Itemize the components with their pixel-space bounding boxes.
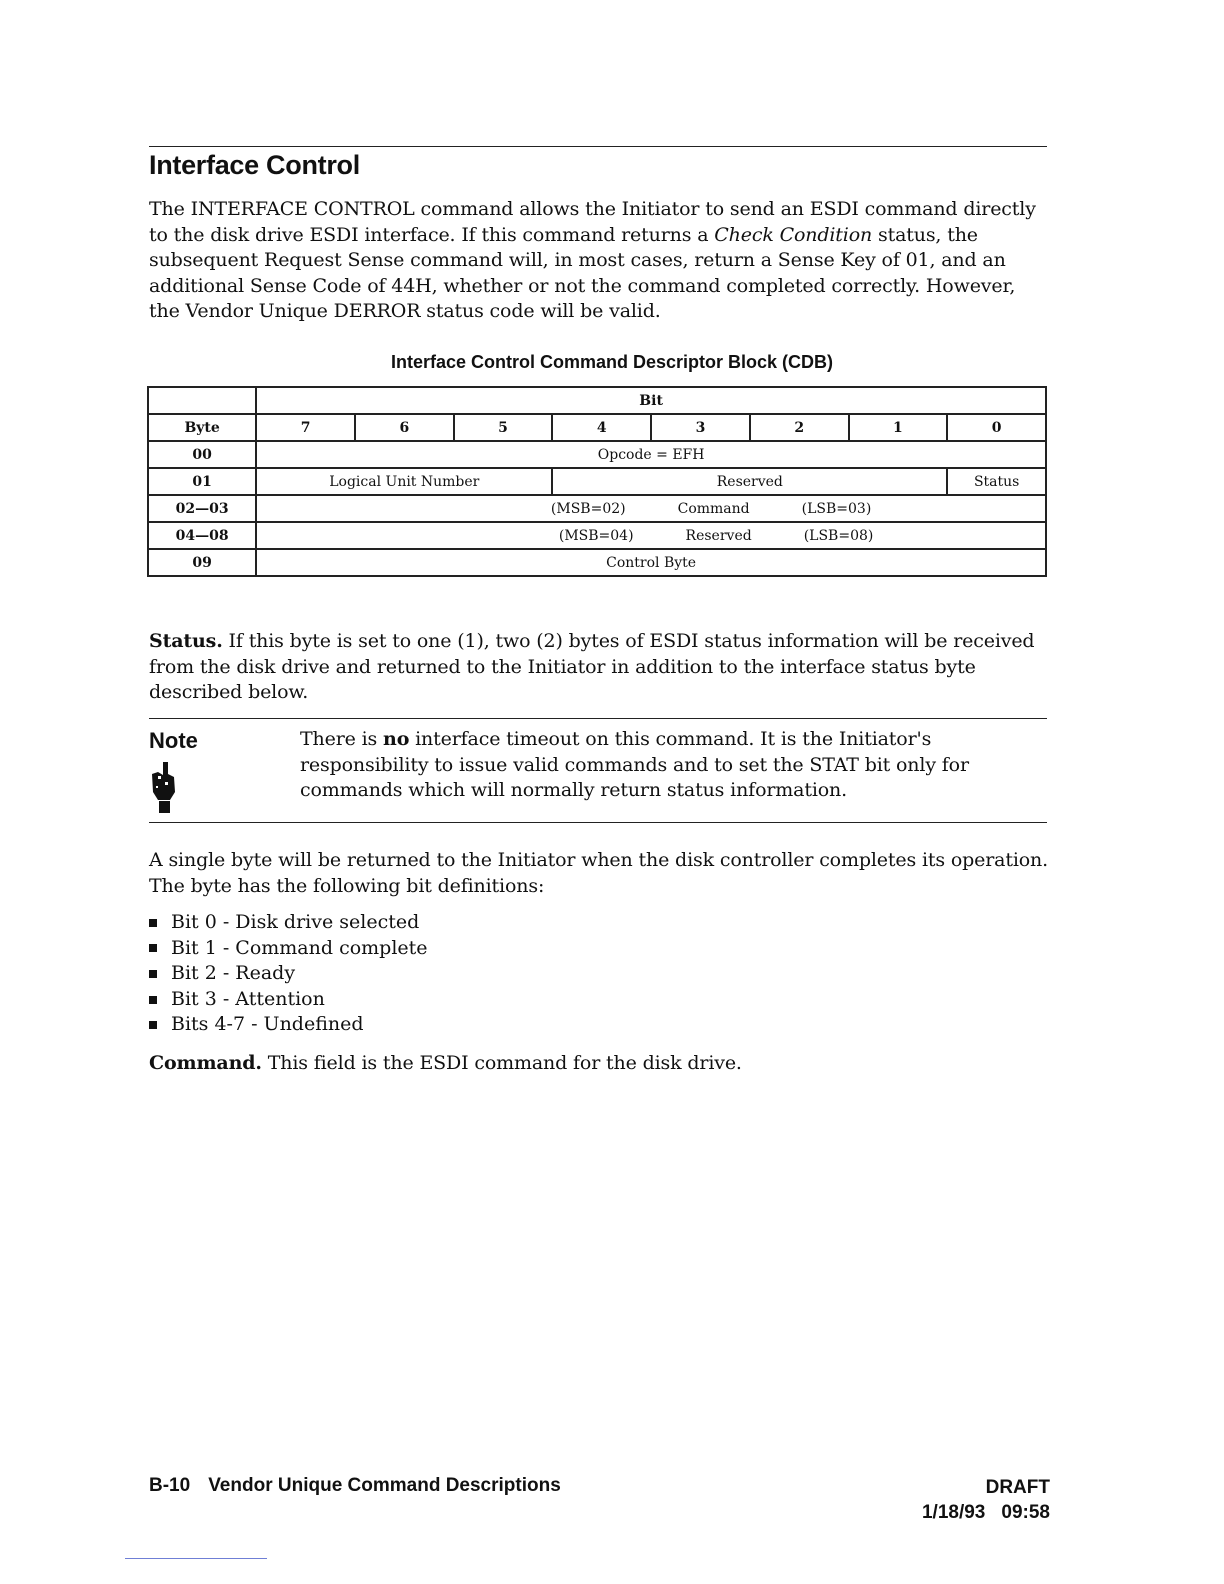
footer-date: 1/18/93 bbox=[921, 1502, 986, 1523]
reserved-cell: Reserved bbox=[552, 468, 947, 495]
list-item-text: Bit 0 - Disk drive selected bbox=[171, 911, 420, 933]
bullet-square-icon bbox=[149, 1021, 157, 1029]
page-number: B-10 bbox=[149, 1475, 191, 1496]
lsb-label: (LSB=08) bbox=[803, 527, 874, 544]
list-item bbox=[149, 987, 428, 1013]
footer-datetime bbox=[922, 1500, 1050, 1525]
opcode-cell: Opcode = EFH bbox=[256, 441, 1046, 468]
footer-left bbox=[149, 1475, 561, 1497]
note-top-rule bbox=[149, 718, 1047, 719]
table-row bbox=[148, 441, 1046, 468]
reserved-field-cell bbox=[256, 522, 1046, 549]
bullet-square-icon bbox=[149, 944, 157, 952]
msb-label: (MSB=02) bbox=[550, 500, 626, 517]
intro-paragraph bbox=[149, 197, 1049, 325]
list-item bbox=[149, 961, 428, 987]
byte-04-08: 04—08 bbox=[148, 522, 256, 549]
bullet-square-icon bbox=[149, 919, 157, 927]
note-bottom-rule bbox=[149, 822, 1047, 823]
byte-paragraph: A single byte will be returned to the Initiator when the disk controller completes its operation. The byte has the following bit definitions: bbox=[149, 849, 1049, 897]
bit-4: 4 bbox=[552, 414, 651, 441]
status-text: If this byte is set to one (1), two (2) bytes of ESDI status information will be received from the disk drive and returned to the Initiator in addition to the interface status byte described below. bbox=[149, 630, 1035, 704]
status-paragraph bbox=[149, 629, 1049, 706]
byte-header: Byte bbox=[148, 414, 256, 441]
bullet-square-icon bbox=[149, 996, 157, 1004]
list-item-text: Bit 3 - Attention bbox=[171, 987, 325, 1010]
list-item-text: Bits 4-7 - Undefined bbox=[171, 1013, 364, 1036]
bit-5: 5 bbox=[454, 414, 553, 441]
list-item bbox=[149, 936, 428, 962]
command-field-label: Command bbox=[677, 500, 750, 517]
intro-text-2: status, the subsequent Request Sense command will, in most cases, return a Sense Key of 01, and an additional Sense Code of 44H, whether or not the command completed correctly. However, the Vendor Unique DERROR status code will be valid. bbox=[149, 223, 1016, 323]
table-row bbox=[148, 495, 1046, 522]
lsb-label: (LSB=03) bbox=[801, 500, 872, 517]
status-cell: Status bbox=[947, 468, 1046, 495]
bit-1: 1 bbox=[849, 414, 948, 441]
bit-definition-list bbox=[149, 910, 428, 1038]
reserved-field-label: Reserved bbox=[685, 527, 752, 544]
list-item bbox=[149, 910, 428, 936]
note-text-1: There is bbox=[300, 728, 384, 750]
pointing-hand-icon bbox=[150, 762, 178, 814]
list-item bbox=[149, 1012, 428, 1038]
list-item-text: Bit 1 - Command complete bbox=[171, 936, 428, 959]
footer-right bbox=[922, 1475, 1050, 1525]
table-caption: Interface Control Command Descriptor Block (CDB) bbox=[390, 352, 834, 372]
msb-label: (MSB=04) bbox=[558, 527, 634, 544]
byte-02-03: 02—03 bbox=[148, 495, 256, 522]
top-rule bbox=[149, 146, 1047, 147]
command-field-cell bbox=[256, 495, 1046, 522]
byte-09: 09 bbox=[148, 549, 256, 576]
byte-00: 00 bbox=[148, 441, 256, 468]
check-condition-term: Check Condition bbox=[714, 223, 873, 246]
list-item-text: Bit 2 - Ready bbox=[171, 962, 296, 985]
empty-corner-cell bbox=[148, 387, 256, 414]
note-emphasis: no bbox=[383, 728, 410, 750]
cdb-table bbox=[147, 386, 1047, 577]
bit-2: 2 bbox=[750, 414, 849, 441]
footer-time: 09:58 bbox=[1001, 1502, 1050, 1523]
bit-header: Bit bbox=[256, 387, 1046, 414]
bit-header-row bbox=[148, 387, 1046, 414]
page-edge-line bbox=[125, 1558, 267, 1559]
note-text bbox=[300, 727, 1020, 804]
status-term: Status. bbox=[149, 630, 223, 652]
note-text-2: interface timeout on this command. It is the Initiator's responsibility to issue valid commands and to set the STAT bit only for commands which will normally return status information. bbox=[300, 728, 969, 802]
lun-cell: Logical Unit Number bbox=[256, 468, 552, 495]
bit-number-row bbox=[148, 414, 1046, 441]
intro-text-1: The INTERFACE CONTROL command allows the Initiator to send an ESDI command directly to the disk drive ESDI interface. If this command returns a bbox=[149, 198, 1036, 246]
table-row bbox=[148, 549, 1046, 576]
note-label: Note bbox=[149, 728, 198, 753]
draft-label: DRAFT bbox=[985, 1477, 1050, 1498]
bit-3: 3 bbox=[651, 414, 750, 441]
table-row bbox=[148, 522, 1046, 549]
byte-01: 01 bbox=[148, 468, 256, 495]
footer-section-title: Vendor Unique Command Descriptions bbox=[208, 1475, 561, 1496]
command-paragraph bbox=[149, 1051, 1049, 1077]
command-text: This field is the ESDI command for the disk drive. bbox=[261, 1052, 742, 1074]
bit-0: 0 bbox=[947, 414, 1046, 441]
bit-7: 7 bbox=[256, 414, 355, 441]
bullet-square-icon bbox=[149, 970, 157, 978]
control-byte-cell: Control Byte bbox=[256, 549, 1046, 576]
bit-6: 6 bbox=[355, 414, 454, 441]
table-row bbox=[148, 468, 1046, 495]
section-heading: Interface Control bbox=[149, 150, 360, 180]
command-term: Command. bbox=[149, 1052, 262, 1074]
